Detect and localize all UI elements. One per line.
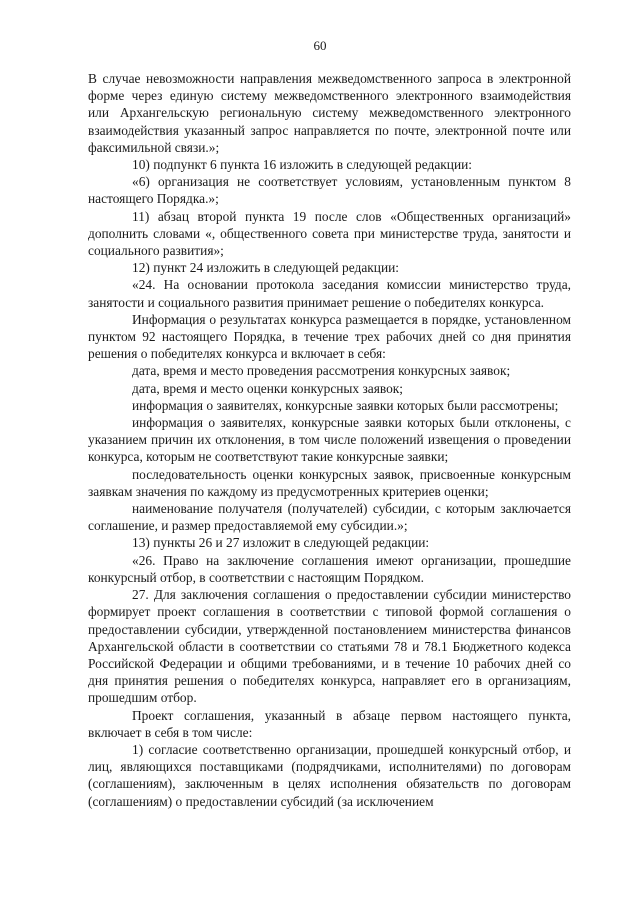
paragraph: 12) пункт 24 изложить в следующей редакции:: [132, 260, 400, 276]
paragraph: В случае невозможности направления межведомственного запроса в электронной форме через единую систему межведомственного электронного взаимодействия или Архангельскую региональную систему межведомственного электронного взаимодействия указанный запрос направляется по почте, электронной почте или факсимильной связи.»;: [88, 71, 571, 155]
paragraph: информация о заявителях, конкурсные заявки которых были рассмотрены;: [132, 397, 559, 413]
paragraph: 10) подпункт 6 пункта 16 изложить в следующей редакции:: [132, 157, 472, 173]
paragraph: дата, время и место проведения рассмотрения конкурсных заявок;: [132, 363, 511, 379]
paragraph: дата, время и место оценки конкурсных заявок;: [132, 380, 404, 396]
page-number: 60: [313, 38, 327, 53]
paragraph: Информация о результатах конкурса размещается в порядке, установленном пунктом 92 настоящего Порядка, в течение трех рабочих дней со дня принятия решения о победителях конкурса и включает в себя:: [88, 311, 571, 362]
paragraph: 13) пункты 26 и 27 изложит в следующей редакции:: [132, 535, 430, 551]
paragraph: «24. На основании протокола заседания комиссии министерство труда, занятости и социального развития принимает решение о победителях конкурса.: [88, 277, 571, 310]
paragraph: Проект соглашения, указанный в абзаце первом настоящего пункта, включает в себя в том числе:: [88, 707, 571, 740]
paragraph: наименование получателя (получателей) субсидии, с которым заключается соглашение, и размер предоставляемой ему субсидии.»;: [88, 501, 571, 534]
paragraph: 1) согласие соответственно организации, прошедшей конкурсный отбор, и лиц, являющихся поставщиками (подрядчиками, исполнителями) по договорам (соглашениям), заключенным в целях исполнения обязательств по договорам (соглашениям) о предоставлении субсидий (за исключением: [88, 741, 571, 809]
paragraph: «6) организация не соответствует условиям, установленным пунктом 8 настоящего Порядка.»;: [88, 174, 571, 207]
paragraph: последовательность оценки конкурсных заявок, присвоенные конкурсным заявкам значения по каждому из предусмотренных критериев оценки;: [88, 466, 571, 499]
paragraph: «26. Право на заключение соглашения имеют организации, прошедшие конкурсный отбор, в соответствии с настоящим Порядком.: [88, 552, 571, 585]
paragraph: 11) абзац второй пункта 19 после слов «Общественных организаций» дополнить словами «, общественного совета при министерстве труда, занятости и социального развития»;: [88, 208, 571, 259]
paragraph: 27. Для заключения соглашения о предоставлении субсидии министерство формирует проект соглашения в соответствии с типовой формой соглашения о предоставлении субсидии, утвержденной постановлением министерства финансов Архангельской области в соответствии со статьями 78 и 78.1 Бюджетного кодекса Российской Федерации и общими требованиями, и в течение 10 рабочих дней со дня принятия решения о победителях конкурса, направляет его в организациям, прошедшим отбор.: [88, 587, 571, 706]
paragraph: информация о заявителях, конкурсные заявки которых были отклонены, с указанием причин их отклонения, в том числе положений извещения о проведении конкурса, которым не соответствуют такие конкурсные заявки;: [88, 415, 571, 465]
document-body: [88, 70, 571, 810]
